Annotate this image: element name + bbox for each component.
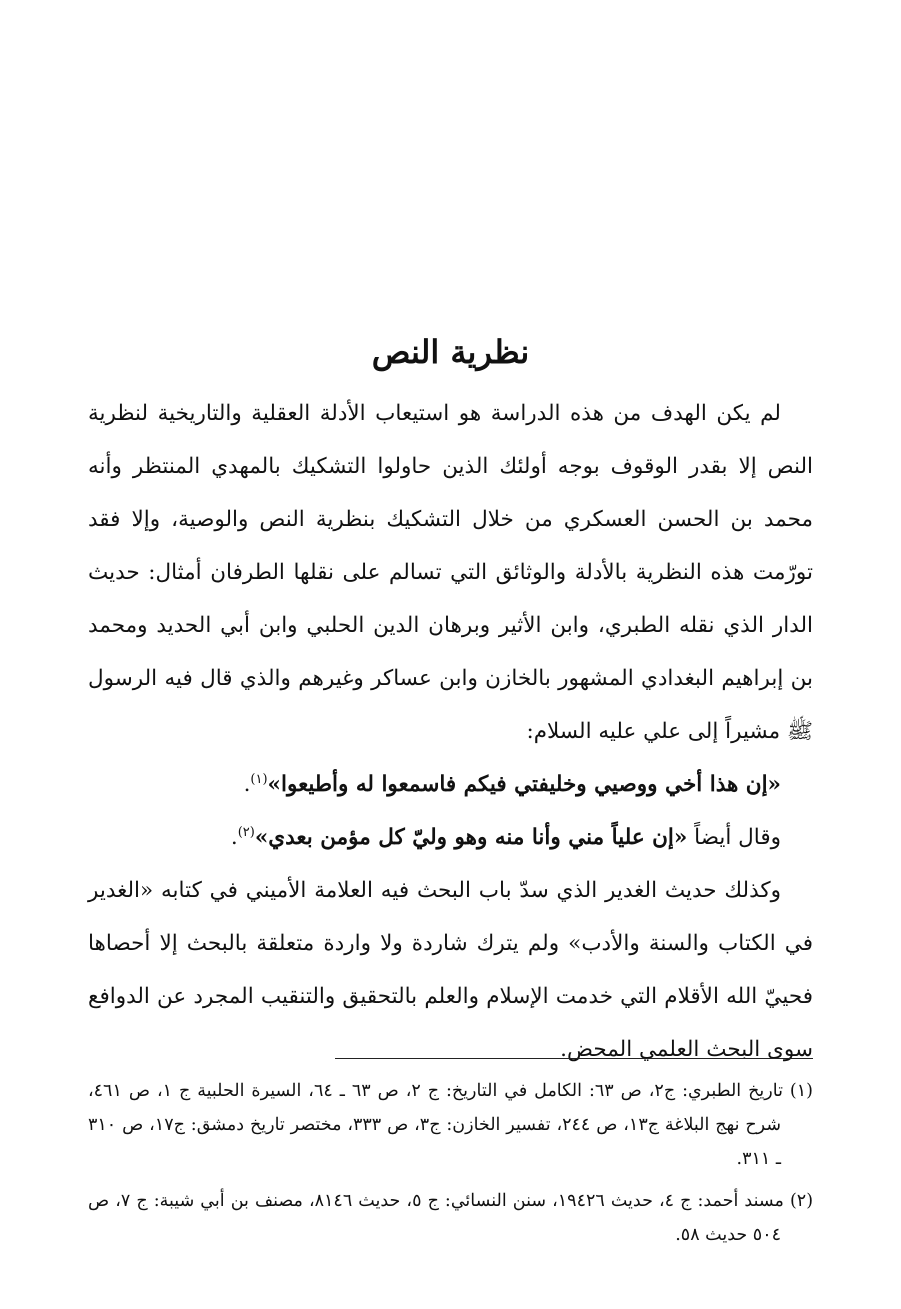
- footnote-separator: [335, 1058, 813, 1059]
- page-title: نظرية النص: [371, 333, 530, 371]
- footnotes: [88, 1074, 813, 1260]
- hadith-quote-2: «إن علياً مني وأنا منه وهو وليّ كل مؤمن بعدي»: [254, 825, 688, 850]
- quote-line-2: [88, 811, 813, 864]
- footnote-ref-1: (١): [250, 771, 268, 787]
- footnote-ref-2: (٢): [237, 824, 255, 840]
- footnote-1: (١) تاريخ الطبري: ج٢، ص ٦٣: الكامل في التاريخ: ج ٢، ص ٦٣ ـ ٦٤، السيرة الحلبية ج ١، ص ٤٦١، شرح نهج البلاغة ج١٣، ص ٢٤٤، تفسير الخازن: ج٣، ص ٣٣٣، مختصر تاريخ دمشق: ج١٧، ص ٣١٠ ـ ٣١١.: [88, 1081, 813, 1169]
- quote-2-period: .: [230, 825, 238, 850]
- footnote-2: (٢) مسند أحمد: ج ٤، حديث ١٩٤٢٦، سنن النسائي: ج ٥، حديث ٨١٤٦، مصنف بن أبي شيبة: ج ٧، ص ٥٠٤ حديث ٥٨.: [88, 1191, 814, 1245]
- quote-line-1: [88, 758, 813, 811]
- quote-1-period: .: [243, 772, 251, 797]
- paragraph-ghadir: وكذلك حديث الغدير الذي سدّ باب البحث فيه العلامة الأميني في كتابه «الغدير في الكتاب والسنة والأدب» ولم يترك شاردة ولا واردة متعلقة بالبحث إلا أحصاها فحييّ الله الأقلام التي خدمت الإسلام والعلم بالتحقيق والتنقيب المجرد عن الدوافع سوى البحث العلمي المحض.: [88, 878, 813, 1062]
- quote-2-lead: وقال أيضاً: [687, 825, 781, 850]
- book-page: [88, 0, 813, 1309]
- main-text: [88, 387, 813, 1076]
- paragraph-intro: لم يكن الهدف من هذه الدراسة هو استيعاب الأدلة العقلية والتاريخية لنظرية النص إلا بقدر الوقوف بوجه أولئك الذين حاولوا التشكيك بالمهدي المنتظر وأنه محمد بن الحسن العسكري من خلال التشكيك بنظرية النص والوصية، وإلا فقد تورّمت هذه النظرية بالأدلة والوثائق التي تسالم على نقلها الطرفان أمثال: حديث الدار الذي نقله الطبري، وابن الأثير وبرهان الدين الحلبي وابن أبي الحديد ومحمد بن إبراهيم البغدادي المشهور بالخازن وابن عساكر وغيرهم والذي قال فيه الرسول ﷺ مشيراً إلى علي عليه السلام:: [88, 401, 813, 744]
- hadith-quote-1: «إن هذا أخي ووصيي وخليفتي فيكم فاسمعوا له وأطيعوا»: [267, 772, 781, 797]
